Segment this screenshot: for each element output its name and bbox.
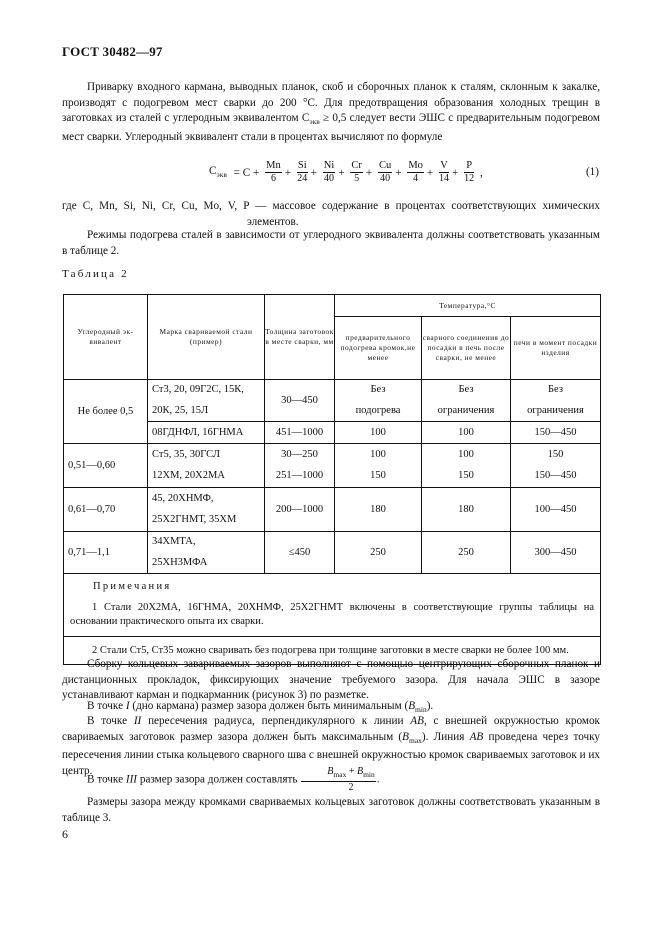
paragraph-point-2: В точке II пересечения радиуса, перпендикулярного к линии AB, с внешней окружностью кромок свариваемых заготовок размер зазора должен быть максимальным $(B_{max})$. Линия AB проведена через точку пересечения линии стыка кольцевого сварного шва с внешней окружностью кромок свариваемых заготовок и их центр. bbox=[62, 715, 600, 778]
header-steel-grade: Марка свариваемой стали (пример) bbox=[148, 295, 265, 380]
cell-temp-furnace: 100—450 bbox=[511, 488, 601, 532]
cell-carbon-eq: Не более 0,5 bbox=[64, 380, 148, 444]
table-row bbox=[64, 444, 601, 488]
paragraph-text: ≥ 0,5 следует вести ЭШС с предварительным подогревом мест сварки. Углеродный эквивалент стали в процентах вычисляют по формуле bbox=[62, 112, 600, 144]
cell-thickness: 30—250 251—1000 bbox=[265, 444, 335, 488]
table-row bbox=[64, 488, 601, 532]
formula-term: $\frac{Mn}{6}$ bbox=[266, 160, 281, 184]
notes-title: Примечания bbox=[93, 581, 172, 592]
header-temp-furnace: печи в момент посадки изделия bbox=[511, 317, 601, 380]
paragraph-preheat-modes: Режимы подогрева сталей в зависимости от углеродного эквивалента должны соответствовать указанным в таблице 2. bbox=[62, 229, 600, 257]
formula-term: $\frac{Mo}{4}$ bbox=[408, 160, 423, 184]
cell-carbon-eq: 0,51—0,60 bbox=[64, 444, 148, 488]
formula-term: $\frac{Cu}{40}$ bbox=[378, 160, 392, 184]
gap-fraction: $\frac{B_{max} + B_{min}}{2}$ bbox=[301, 766, 375, 794]
cell-temp-preheat: 250 bbox=[335, 532, 422, 574]
header-carbon-equivalent: Углеродный эк-вивалент bbox=[64, 295, 148, 380]
formula-term: $\frac{Si}{24}$ bbox=[297, 160, 308, 184]
cell-thickness: ≤450 bbox=[265, 532, 335, 574]
cell-temp-furnace: Без ограничения bbox=[511, 380, 601, 422]
table-row bbox=[64, 532, 601, 574]
header-temperature: Температура,°С bbox=[335, 295, 601, 317]
formula-eq: = С + bbox=[233, 166, 260, 179]
cell-temp-furnace: 150 150—450 bbox=[511, 444, 601, 488]
cell-temp-joint: 100 bbox=[422, 422, 511, 444]
cell-temp-joint: 180 bbox=[422, 488, 511, 532]
header-temp-preheat: предварительного подогрева кромок,не менее bbox=[335, 317, 422, 380]
paragraph-text: где C, Mn, Si, Ni, Cr, Cu, Mo, V, P — массовое содержание в процентах соответствующих химических элементов. bbox=[62, 200, 600, 228]
cell-temp-joint: Без ограничения bbox=[422, 380, 511, 422]
cell-carbon-eq: 0,71—1,1 bbox=[64, 532, 148, 574]
subscript: экв bbox=[309, 117, 320, 127]
cell-steel-grade: Ст3, 20, 09Г2С, 15К, 20К, 25, 15Л bbox=[148, 380, 265, 422]
note-1: 1 Стали 20Х2МА, 16ГНМА, 20ХНМФ, 25Х2ГНМТ включены в соответствующие группы таблицы на основании практического опыта их сварки. bbox=[70, 602, 594, 627]
cell-temp-furnace: 150—450 bbox=[511, 422, 601, 444]
table-row bbox=[64, 380, 601, 422]
document-header: ГОСТ 30482—97 bbox=[62, 44, 163, 59]
formula-term: $\frac{Cr}{5}$ bbox=[351, 160, 362, 184]
cell-temp-preheat: Без подогрева bbox=[335, 380, 422, 422]
header-temp-joint: сварного соединения до посадки в печь после сварки, не менее bbox=[422, 317, 511, 380]
formula-tail: , bbox=[479, 166, 483, 179]
carbon-equivalent-formula: $С_{экв} = С$ + $\frac{Mn}{6}$ + $\frac{Si}{24}$ + $\frac{Ni}{40}$ + $\frac{Cr}{5}$ + $\frac{Cu}{40}$ + $\frac{Mo}{4}$ + $\frac{V}{14}$ + $\frac{P}{12}$ , (1) bbox=[209, 160, 599, 184]
note-2: 2 Стали Ст5, Ст35 можно сваривать без подогрева при толщине заготовки в месте сварки не более 100 мм. bbox=[92, 645, 569, 657]
cell-temp-preheat: 180 bbox=[335, 488, 422, 532]
paragraph-text: Приварку входного кармана, выводных планок, скоб и сборочных планок к сталям, склонным к закалке, производят с подогревом мест сварки до 200 °С. Для предотвращения образования холодных трещин в заготовках из сталей с углеродным эквивалентом С bbox=[62, 81, 600, 125]
paragraph-point-1: В точке I (дно кармана) размер зазора должен быть минимальным $(B_{min})$. bbox=[87, 700, 434, 715]
table-notes-row bbox=[64, 574, 601, 665]
paragraph-where bbox=[62, 199, 600, 230]
cell-temp-preheat: 100 bbox=[335, 422, 422, 444]
paragraph-assembly: Сборку кольцевых завариваемых зазоров выполняют с помощью центрирующих сборочных планок и дистанционных прокладок, фиксирующих значение требуемого зазора. Для начала ЭШС в зазоре устанавливают карман и подкарманник (рисунок 3) по разметке. bbox=[62, 658, 600, 702]
cell-steel-grade: 34ХМТА, 25ХН3МФА bbox=[148, 532, 265, 574]
formula-term: $\frac{V}{14}$ bbox=[439, 160, 450, 184]
formula-term: $\frac{Ni}{40}$ bbox=[323, 160, 335, 184]
formula-term: $\frac{P}{12}$ bbox=[464, 160, 475, 184]
cell-temp-joint: 250 bbox=[422, 532, 511, 574]
cell-steel-grade: 45, 20ХНМФ, 25Х2ГНМТ, 35ХМ bbox=[148, 488, 265, 532]
header-thickness: Толщина заготовок в месте сварки, мм bbox=[265, 295, 335, 380]
preheat-table bbox=[63, 294, 601, 665]
table-notes bbox=[64, 574, 601, 665]
paragraph-table3-ref: Размеры зазора между кромками свариваемых кольцевых заготовок должны соответствовать указанным в таблице 3. bbox=[62, 796, 600, 824]
cell-temp-furnace: 300—450 bbox=[511, 532, 601, 574]
cell-thickness: 451—1000 bbox=[265, 422, 335, 444]
cell-steel-grade: Ст5, 35, 30ГСЛ 12ХМ, 20Х2МА bbox=[148, 444, 265, 488]
paragraph-preheat bbox=[62, 80, 600, 146]
page-number: 6 bbox=[62, 827, 68, 841]
cell-thickness: 30—450 bbox=[265, 380, 335, 422]
table-caption: Таблица 2 bbox=[62, 268, 129, 280]
formula-number: (1) bbox=[585, 166, 599, 178]
paragraph-point-3: В точке III размер зазора должен составлять $\frac{B_{max} + B_{min}}{2}$ . bbox=[87, 766, 380, 793]
cell-carbon-eq: 0,61—0,70 bbox=[64, 488, 148, 532]
cell-temp-joint: 100 150 bbox=[422, 444, 511, 488]
cell-temp-preheat: 100 150 bbox=[335, 444, 422, 488]
cell-thickness: 200—1000 bbox=[265, 488, 335, 532]
formula-lhs: $С_{экв}$ bbox=[209, 165, 227, 180]
cell-steel-grade: 08ГДНФЛ, 16ГНМА bbox=[148, 422, 265, 444]
